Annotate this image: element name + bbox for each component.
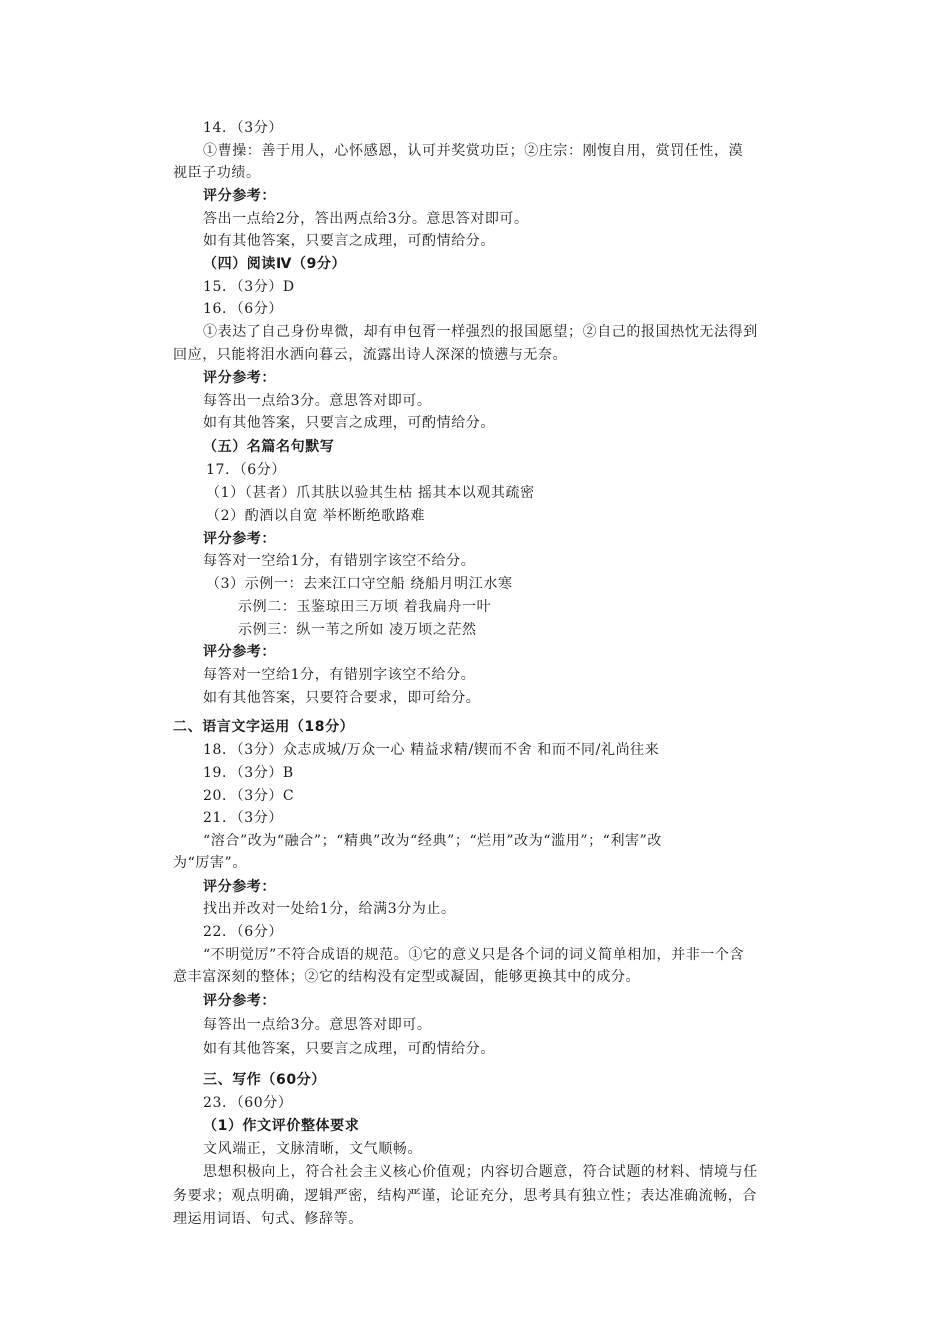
q22-answer-line2: 意丰富深刻的整体；②它的结构没有定型或凝固，能够更换其中的成分。 [173,969,641,985]
scoring-note-17a: 每答对一空给1分，有错别字该空不给分。 [203,553,476,569]
scoring-label-17b: 评分参考： [203,644,276,660]
section-writing-heading: 三、写作（60分） [203,1072,326,1088]
scoring-note-22b: 如有其他答案，只要言之成理，可酌情给分。 [203,1041,495,1057]
q16-answer-line2: 回应，只能将泪水洒向暮云，流露出诗人深深的愤懑与无奈。 [173,347,568,363]
scoring-note-17b: 每答对一空给1分，有错别字该空不给分。 [203,667,476,683]
q19-answer: 19．（3分）B [203,765,294,781]
q23-header: 23．（60分） [203,1095,293,1111]
q17-part2: （2）酌酒以自宽 举杯断绝歌路难 [206,508,425,524]
scoring-label-17a: 评分参考： [203,531,276,547]
scoring-label-14: 评分参考： [203,188,276,204]
scoring-note-22a: 每答出一点给3分。意思答对即可。 [203,1017,432,1033]
q15-answer: 15．（3分）D [203,279,295,295]
scoring-note-16b: 如有其他答案，只要言之成理，可酌情给分。 [203,415,495,431]
q16-answer-line1: ①表达了自己身份卑微，却有申包胥一样强烈的报国愿望；②自己的报国热忱无法得到 [203,324,758,340]
q21-answer-line2: 为“厉害”。 [173,855,247,871]
q22-answer-line1: “不明觉厉”不符合成语的规范。①它的意义只是各个词的词义简单相加，并非一个含 [203,947,745,963]
section-language-use-heading: 二、语言文字运用（18分） [173,719,355,735]
scoring-label-21: 评分参考： [203,879,276,895]
essay-requirements-heading: （1）作文评价整体要求 [203,1118,360,1134]
q22-header: 22．（6分） [203,924,283,940]
q21-answer-line1: “溶合”改为“融合”；“精典”改为“经典”；“烂用”改为“滥用”；“利害”改 [203,833,662,849]
essay-requirement-content-line3: 理运用词语、句式、修辞等。 [173,1211,363,1227]
q21-header: 21．（3分） [203,810,283,826]
section-dictation-heading: （五）名篇名句默写 [203,439,335,455]
scoring-note-17c: 如有其他答案，只要符合要求，即可给分。 [203,690,481,706]
q17-header: 17．（6分） [206,462,286,478]
q17-part3-example2: 示例二：玉鉴琼田三万顷 着我扁舟一叶 [238,599,492,615]
scoring-note-21: 找出并改对一处给1分，给满3分为止。 [203,901,456,917]
q14-header: 14．（3分） [203,120,283,136]
scoring-note-16a: 每答出一点给3分。意思答对即可。 [203,393,432,409]
essay-requirement-content-line2: 务要求；观点明确，逻辑严密，结构严谨，论证充分，思考具有独立性；表达准确流畅，合 [173,1188,757,1204]
section-reading-4-heading: （四）阅读Ⅳ（9分） [203,256,347,272]
essay-requirement-content-line1: 思想积极向上，符合社会主义核心价值观；内容切合题意，符合试题的材料、情境与任 [203,1164,758,1180]
scoring-label-22: 评分参考： [203,993,276,1009]
q14-answer-line1: ①曹操：善于用人，心怀感恩，认可并奖赏功臣；②庄宗：刚愎自用，赏罚任性，漠 [203,143,744,159]
scoring-note-14b: 如有其他答案，只要言之成理，可酌情给分。 [203,233,495,249]
q16-header: 16．（6分） [203,301,283,317]
scoring-label-16: 评分参考： [203,370,276,386]
q18-answer: 18．（3分）众志成城/万众一心 精益求精/锲而不舍 和而不同/礼尚往来 [203,742,660,758]
scoring-note-14a: 答出一点给2分，答出两点给3分。意思答对即可。 [203,211,529,227]
q17-part3-example3: 示例三：纵一苇之所如 凌万顷之茫然 [238,622,477,638]
q14-answer-line2: 视臣子功绩。 [173,165,261,181]
q17-part3-example1: （3）示例一：去来江口守空船 绕船月明江水寒 [206,576,513,592]
q20-answer: 20．（3分）C [203,788,295,804]
q17-part1: （1）（甚者）爪其肤以验其生枯 摇其本以观其疏密 [206,485,535,501]
essay-requirement-style: 文风端正，文脉清晰，文气顺畅。 [203,1141,422,1157]
